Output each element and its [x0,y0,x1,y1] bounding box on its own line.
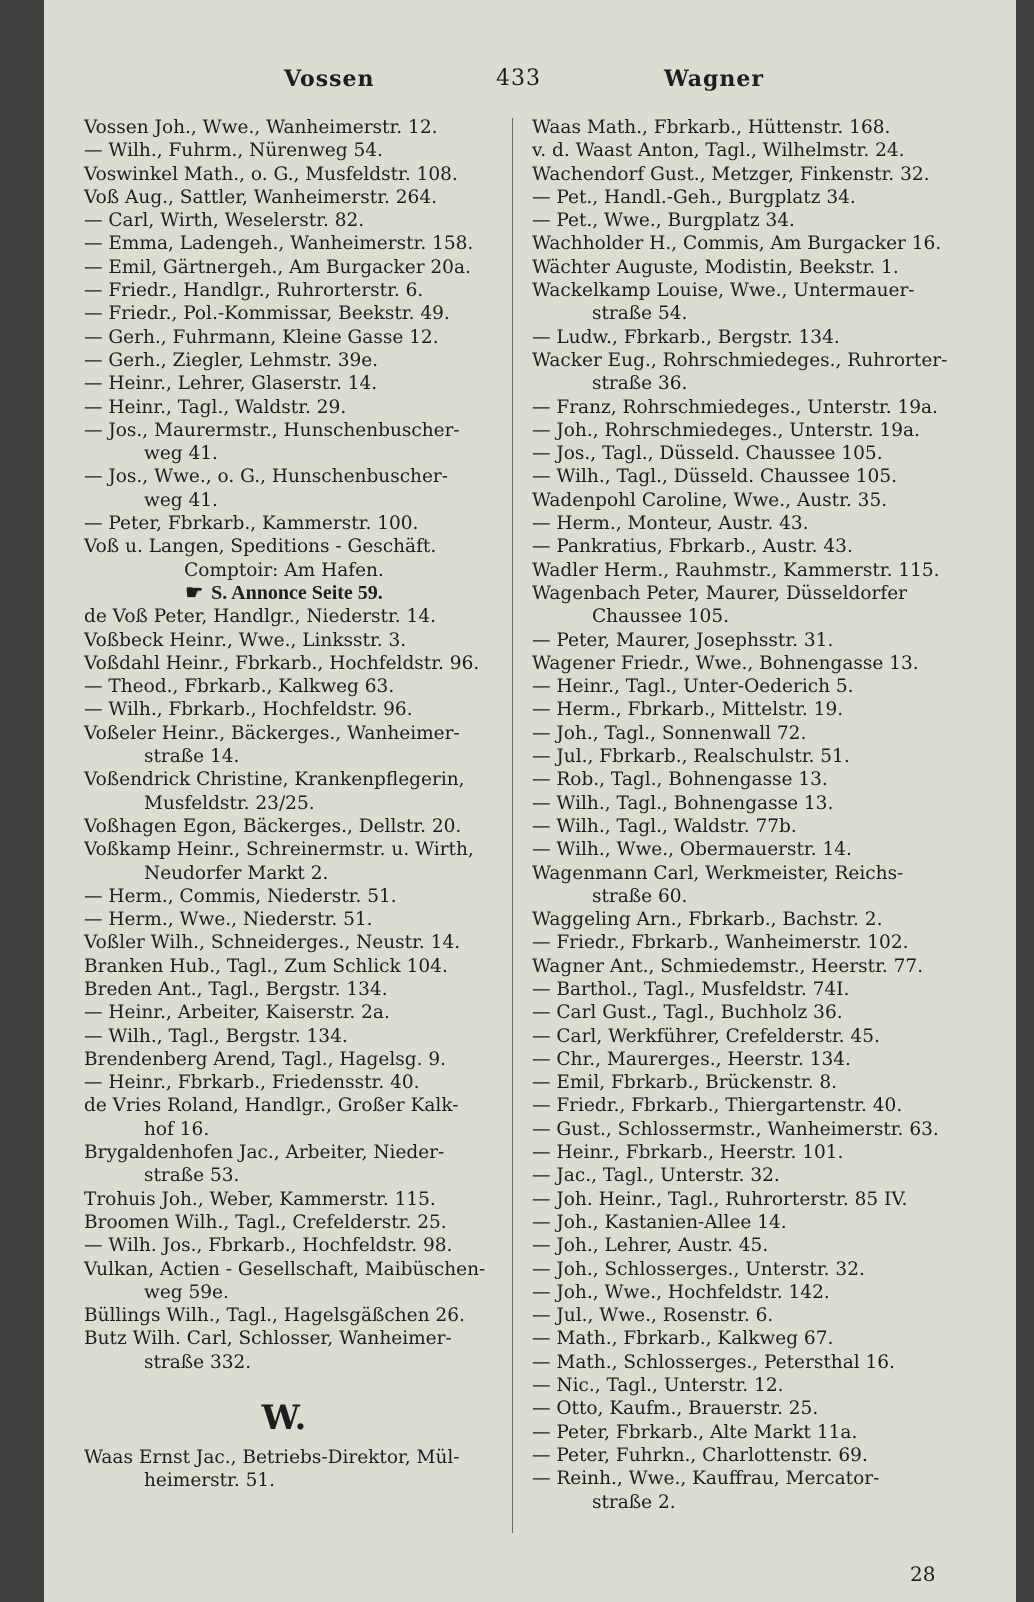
directory-entry: — Wilh., Wwe., Obermauerstr. 14. [532,839,852,861]
directory-entry: Comptoir: Am Hafen. [184,559,384,581]
directory-entry: weg 41. [144,489,218,511]
directory-entry: Broomen Wilh., Tagl., Crefelderstr. 25. [84,1211,447,1233]
directory-entry: — Gust., Schlossermstr., Wanheimerstr. 63. [532,1118,939,1140]
directory-entry: — Chr., Maurerges., Heerstr. 134. [532,1048,851,1070]
directory-entry: — Peter, Maurer, Josephsstr. 31. [532,629,834,651]
directory-entry: — Carl, Wirth, Weselerstr. 82. [84,210,365,232]
directory-entry: straße 60. [592,885,688,907]
spacer [84,1374,484,1386]
directory-entry: Branken Hub., Tagl., Zum Schlick 104. [84,955,448,977]
directory-entry: v. d. Waast Anton, Tagl., Wilhelmstr. 24. [532,140,905,162]
directory-entry: — Math., Fbrkarb., Kalkweg 67. [532,1328,834,1350]
directory-entry: Voß u. Langen, Speditions - Geschäft. [84,536,437,558]
directory-entry: — Otto, Kaufm., Brauerstr. 25. [532,1398,819,1420]
directory-entry: — Heinr., Arbeiter, Kaiserstr. 2a. [84,1002,390,1024]
directory-entry: Chaussee 105. [592,606,729,628]
directory-entry: — Reinh., Wwe., Kauffrau, Mercator- [532,1468,880,1490]
directory-entry: — Peter, Fbrkarb., Kammerstr. 100. [84,513,419,535]
directory-entry: — Emil, Gärtnergeh., Am Burgacker 20a. [84,256,471,278]
directory-entry: — Heinr., Tagl., Waldstr. 29. [84,396,347,418]
directory-entry: — Math., Schlosserges., Petersthal 16. [532,1351,895,1373]
directory-entry: — Jul., Wwe., Rosenstr. 6. [532,1305,774,1327]
directory-entry: — Friedr., Fbrkarb., Thiergartenstr. 40. [532,1095,903,1117]
directory-entry: Voßler Wilh., Schneiderges., Neustr. 14. [84,932,461,954]
header-left-keyword: Vossen [284,66,375,92]
directory-entry: — Joh., Tagl., Sonnenwall 72. [532,722,807,744]
directory-entry: — Joh., Schlosserges., Unterstr. 32. [532,1258,865,1280]
directory-entry: — Heinr., Lehrer, Glaserstr. 14. [84,373,378,395]
directory-entry: — Wilh., Tagl., Düsseld. Chaussee 105. [532,466,897,488]
directory-entry: de Vries Roland, Handlgr., Großer Kalk- [84,1095,459,1117]
section-letter-heading: W. [261,1398,307,1439]
left-column [84,116,484,1493]
directory-entry: Vossen Joh., Wwe., Wanheimerstr. 12. [84,117,438,138]
directory-entry: — Heinr., Fbrkarb., Heerstr. 101. [532,1142,844,1164]
directory-entry: — Nic., Tagl., Unterstr. 12. [532,1375,784,1397]
directory-entry: — Gerh., Fuhrmann, Kleine Gasse 12. [84,326,439,348]
directory-entry: straße 53. [144,1165,240,1187]
directory-entry: — Joh., Wwe., Hochfeldstr. 142. [532,1281,830,1303]
directory-entry: — Friedr., Handlgr., Ruhrorterstr. 6. [84,280,424,302]
directory-entry: Musfeldstr. 23/25. [144,792,315,814]
directory-entry: Voßeler Heinr., Bäckerges., Wanheimer- [84,722,460,744]
directory-entry: Wagner Ant., Schmiedemstr., Heerstr. 77. [532,955,924,977]
directory-entry: Wacker Eug., Rohrschmiedeges., Ruhrorter- [532,349,948,371]
directory-entry: Trohuis Joh., Weber, Kammerstr. 115. [84,1188,436,1210]
directory-entry: Voßendrick Christine, Krankenpflegerin, [84,769,465,791]
directory-entry: — Wilh., Tagl., Bergstr. 134. [84,1025,348,1047]
right-column [532,116,976,1514]
directory-entry: weg 41. [144,443,218,465]
directory-entry: Brygaldenhofen Jac., Arbeiter, Nieder- [84,1142,445,1164]
directory-entry: Wagenmann Carl, Werkmeister, Reichs- [532,862,904,884]
directory-entry: Wagenbach Peter, Maurer, Düsseldorfer [532,582,908,604]
directory-entry: Wadenpohl Caroline, Wwe., Austr. 35. [532,489,888,511]
directory-entry: — Herm., Fbrkarb., Mittelstr. 19. [532,699,844,721]
directory-entry: — Joh., Kastanien-Allee 14. [532,1211,787,1233]
directory-entry: straße 332. [144,1351,252,1373]
directory-entry: — Wilh., Fbrkarb., Hochfeldstr. 96. [84,699,413,721]
directory-entry: — Gerh., Ziegler, Lehmstr. 39e. [84,349,379,371]
directory-entry: — Peter, Fbrkarb., Alte Markt 11a. [532,1421,858,1443]
directory-entry: Neudorfer Markt 2. [144,862,329,884]
directory-entry: Breden Ant., Tagl., Bergstr. 134. [84,978,388,1000]
header-right-keyword: Wagner [664,66,765,92]
directory-entry: — Franz, Rohrschmiedeges., Unterstr. 19a. [532,396,938,418]
directory-entry: — Herm., Monteur, Austr. 43. [532,513,809,535]
footer-page-number: 28 [910,1562,936,1586]
directory-entry: — Pet., Wwe., Burgplatz 34. [532,210,795,232]
directory-entry: straße 14. [144,746,240,768]
directory-entry: — Emma, Ladengeh., Wanheimerstr. 158. [84,233,474,255]
column-divider [512,118,513,1533]
directory-entry: — Wilh. Jos., Fbrkarb., Hochfeldstr. 98. [84,1235,453,1257]
directory-entry: heimerstr. 51. [144,1470,276,1492]
directory-entry: — Friedr., Pol.-Kommissar, Beekstr. 49. [84,303,450,325]
directory-entry: — Peter, Fuhrkn., Charlottenstr. 69. [532,1444,868,1466]
directory-entry: Voßkamp Heinr., Schreinermstr. u. Wirth, [84,839,474,861]
directory-entry: Voswinkel Math., o. G., Musfeldstr. 108. [84,163,458,185]
directory-entry: Brendenberg Arend, Tagl., Hagelsg. 9. [84,1048,446,1070]
directory-entry: Wachholder H., Commis, Am Burgacker 16. [532,233,942,255]
directory-entry: — Carl, Werkführer, Crefelderstr. 45. [532,1025,880,1047]
directory-entry: Büllings Wilh., Tagl., Hagelsgäßchen 26. [84,1305,465,1327]
directory-entry: straße 2. [592,1491,676,1513]
pointing-hand-icon: ☛ [185,581,204,604]
directory-entry: Waggeling Arn., Fbrkarb., Bachstr. 2. [532,909,883,931]
directory-entry: — Wilh., Tagl., Waldstr. 77b. [532,815,797,837]
directory-entry: Butz Wilh. Carl, Schlosser, Wanheimer- [84,1328,452,1350]
directory-entry: — Heinr., Tagl., Unter-Oederich 5. [532,676,854,698]
directory-entry: Voß Aug., Sattler, Wanheimerstr. 264. [84,186,437,208]
directory-entry: Wackelkamp Louise, Wwe., Untermauer- [532,280,915,302]
directory-entry: Wagener Friedr., Wwe., Bohnengasse 13. [532,652,919,674]
directory-entry: — Joh. Heinr., Tagl., Ruhrorterstr. 85 IV. [532,1188,908,1210]
directory-entry: hof 16. [144,1118,210,1140]
directory-entry: — Wilh., Fuhrm., Nürenweg 54. [84,140,383,162]
directory-entry: — Rob., Tagl., Bohnengasse 13. [532,769,828,791]
directory-entry: — Jac., Tagl., Unterstr. 32. [532,1165,780,1187]
directory-entry: — Carl Gust., Tagl., Buchholz 36. [532,1002,843,1024]
directory-entry: — Emil, Fbrkarb., Brückenstr. 8. [532,1072,838,1094]
directory-entry: weg 59e. [144,1281,229,1303]
directory-entry: — Jos., Wwe., o. G., Hunschenbuscher- [84,466,449,488]
directory-entry: — Joh., Lehrer, Austr. 45. [532,1235,769,1257]
directory-entry: — Theod., Fbrkarb., Kalkweg 63. [84,676,395,698]
directory-entry: Wachendorf Gust., Metzger, Finkenstr. 32. [532,163,930,185]
directory-entry: de Voß Peter, Handlgr., Niederstr. 14. [84,606,436,628]
directory-entry: — Jos., Maurermstr., Hunschenbuscher- [84,419,460,441]
header-page-number: 433 [496,66,541,91]
directory-entry: — Joh., Rohrschmiedeges., Unterstr. 19a. [532,419,920,441]
directory-entry: Waas Math., Fbrkarb., Hüttenstr. 168. [532,117,891,138]
directory-entry: Waas Ernst Jac., Betriebs-Direktor, Mül- [84,1447,460,1469]
directory-entry: — Herm., Wwe., Niederstr. 51. [84,909,373,931]
directory-entry: — Ludw., Fbrkarb., Bergstr. 134. [532,326,840,348]
annonce-reference [84,582,484,605]
directory-entry: — Wilh., Tagl., Bohnengasse 13. [532,792,834,814]
directory-entry: — Jos., Tagl., Düsseld. Chaussee 105. [532,443,883,465]
directory-entry: — Friedr., Fbrkarb., Wanheimerstr. 102. [532,932,909,954]
directory-entry: — Pankratius, Fbrkarb., Austr. 43. [532,536,853,558]
directory-entry: — Heinr., Fbrkarb., Friedensstr. 40. [84,1072,420,1094]
directory-entry: straße 36. [592,373,688,395]
directory-entry: — Barthol., Tagl., Musfeldstr. 74I. [532,978,850,1000]
directory-entry: Voßbeck Heinr., Wwe., Linksstr. 3. [84,629,407,651]
directory-entry: Wächter Auguste, Modistin, Beekstr. 1. [532,256,899,278]
directory-entry: Voßhagen Egon, Bäckerges., Dellstr. 20. [84,815,462,837]
directory-entry: Voßdahl Heinr., Fbrkarb., Hochfeldstr. 96. [84,652,480,674]
directory-entry: Wadler Herm., Rauhmstr., Kammerstr. 115. [532,559,940,581]
directory-entry: Vulkan, Actien - Gesellschaft, Maibüschen- [84,1258,486,1280]
directory-entry: — Herm., Commis, Niederstr. 51. [84,885,397,907]
directory-entry: — Pet., Handl.-Geh., Burgplatz 34. [532,186,856,208]
directory-entry: — Jul., Fbrkarb., Realschulstr. 51. [532,746,850,768]
annonce-text: S. Annonce Seite 59. [211,581,383,604]
directory-entry: straße 54. [592,303,688,325]
directory-page [44,0,1016,1602]
